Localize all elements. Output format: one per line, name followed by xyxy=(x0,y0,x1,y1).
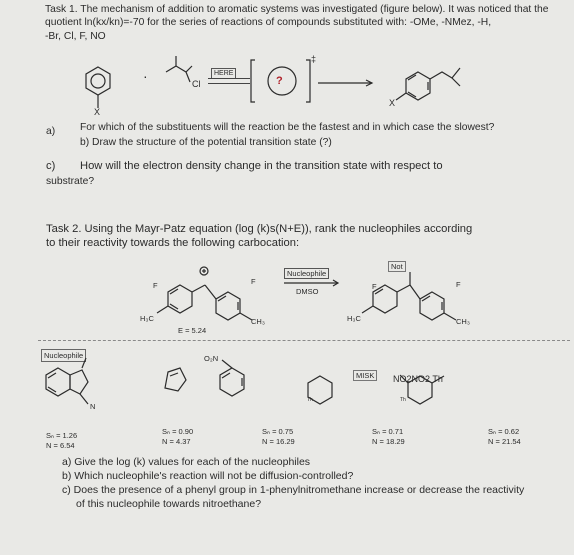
cation-f-left: F xyxy=(153,281,158,290)
indole-n-label: N xyxy=(90,402,96,411)
task1-line2: quotient ln(kx/kn)=-70 for the series of reactions of compounds substituted with: -OMe, -NMez, -H, xyxy=(45,17,492,28)
task1-line1: Task 1. The mechanism of addition to aromatic systems was investigated (figure below). It was noticed that the xyxy=(45,4,549,15)
o2n-label: O₂N xyxy=(204,354,219,363)
task2-line1: Task 2. Using the Mayr-Patz equation (log (k)s(N+E)), rank the nucleophiles according xyxy=(46,223,473,235)
task1-qc-label: c) xyxy=(46,160,56,172)
benzene-ring-product xyxy=(406,72,430,100)
nuc2-sn: Sₙ = 0.90 xyxy=(162,427,194,436)
here-box: HERE xyxy=(211,68,236,79)
misk-label: MISK xyxy=(353,370,377,381)
not-label: Not xyxy=(388,261,406,272)
cation-h3c-right: H₃C xyxy=(347,314,361,323)
nuc3-n: N = 16.29 xyxy=(262,437,295,446)
substituent-x-label: X xyxy=(94,107,101,117)
question-mark: ? xyxy=(276,75,283,87)
task1-qc: How will the electron density change in the transition state with respect to xyxy=(80,160,443,172)
task1-line3: -Br, Cl, F, NO xyxy=(45,31,106,42)
cl-label: Cl xyxy=(192,79,201,89)
benzene-aromatic-circle xyxy=(91,74,105,88)
task2-qb: b) Which nucleophile's reaction will not be diffusion-controlled? xyxy=(62,470,354,482)
substituent-x-label-product: X xyxy=(389,98,396,108)
task1-qa: For which of the substituents will the reaction be the fastest and in which case the slowest? xyxy=(80,122,495,133)
nuc2-n: N = 4.37 xyxy=(162,437,191,446)
cation-f-mid: F xyxy=(251,277,256,286)
task1-qb: b) Draw the structure of the potential transition state (?) xyxy=(80,137,332,148)
equilibrium-arrow-top xyxy=(208,78,250,79)
nuc1-sn: Sₙ = 1.26 xyxy=(46,431,78,440)
task1-qa-label: a) xyxy=(46,126,56,137)
no2-label: NO2NO2 Th xyxy=(393,374,443,384)
cation-h3c-left: H₃C xyxy=(140,314,154,323)
cation-f-right2: F xyxy=(456,280,461,289)
th-label-2: Th xyxy=(400,397,406,403)
task2-line2: to their reactivity towards the following carbocation: xyxy=(46,237,300,249)
benzene-ring-left xyxy=(86,67,110,95)
cation-f-right: F xyxy=(372,282,377,291)
dmso-label: DMSO xyxy=(296,287,319,296)
nucleophile-box: Nucleophile xyxy=(284,268,329,279)
task1-qc-line2: substrate? xyxy=(46,176,95,187)
nuc5-n: N = 21.54 xyxy=(488,437,521,446)
th-label: Th xyxy=(307,397,313,403)
plus-sign: · xyxy=(143,68,148,84)
nucleophile-label: Nucleophile xyxy=(41,349,86,362)
dashed-separator xyxy=(38,340,570,341)
nuc3-sn: Sₙ = 0.75 xyxy=(262,427,294,436)
task2-qa: a) Give the log (k) values for each of the nucleophiles xyxy=(62,456,311,468)
ts-dagger: ‡ xyxy=(311,54,317,64)
nuc1-n: N = 6.54 xyxy=(46,441,75,450)
task2-qc-line2: of this nucleophile towards nitroethane? xyxy=(76,498,262,510)
e-value: E = 5.24 xyxy=(178,326,207,335)
task2-qc: c) Does the presence of a phenyl group in 1-phenylnitromethane increase or decrease the reactivity xyxy=(62,484,525,496)
nuc4-n: N = 18.29 xyxy=(372,437,405,446)
equilibrium-arrow-bottom xyxy=(208,83,250,84)
cation-ch3-left: CH₃ xyxy=(251,317,265,326)
cation-ch3-right: CH₃ xyxy=(456,317,470,326)
nuc5-sn: Sₙ = 0.62 xyxy=(488,427,520,436)
nuc4-sn: Sₙ = 0.71 xyxy=(372,427,404,436)
